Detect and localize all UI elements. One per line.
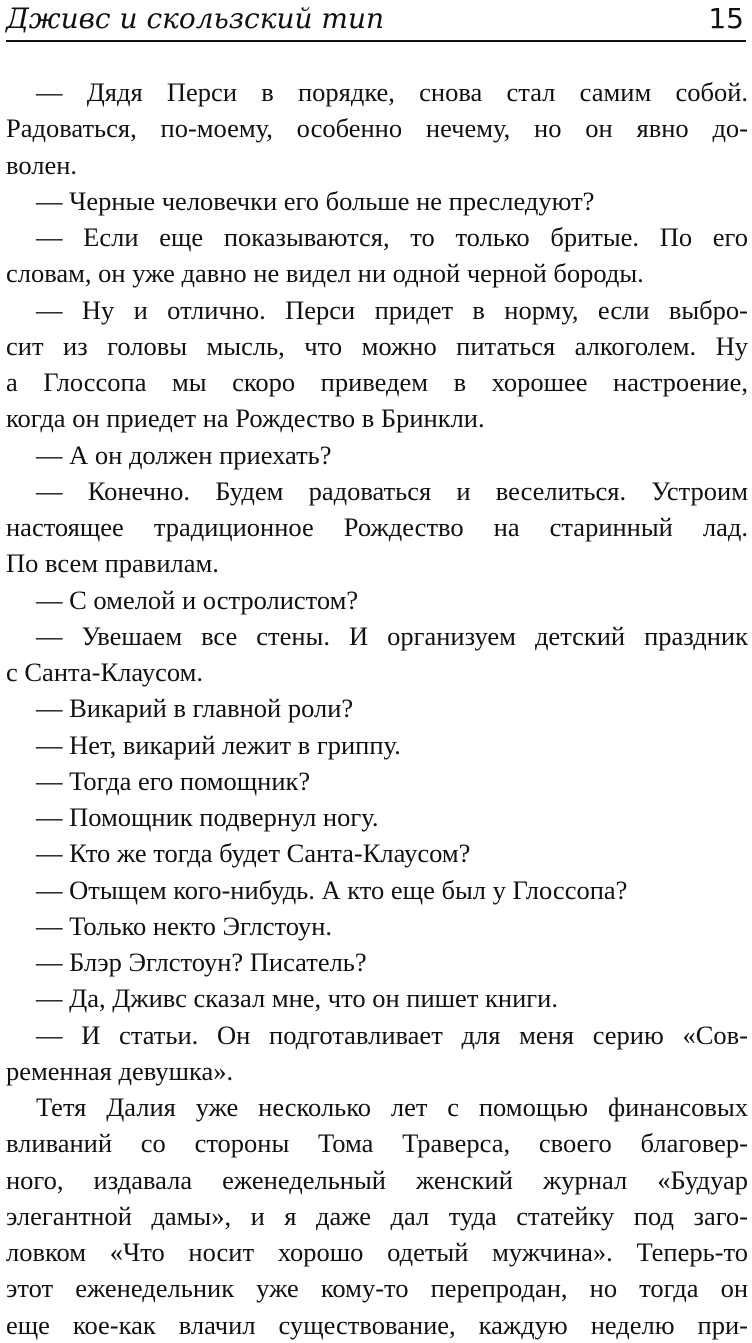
text-line: сит из головы мысль, что можно питаться алкоголем. Ну — [6, 330, 748, 361]
text-line: вливаний со стороны Тома Траверса, своего благовер- — [6, 1128, 748, 1159]
text-line: — Ну и отлично. Перси придет в норму, если выбро- — [36, 294, 748, 325]
body-text — [6, 74, 748, 1343]
page-number: 15 — [708, 2, 744, 35]
text-line: волен. — [6, 149, 78, 180]
text-line: — Викарий в главной роли? — [36, 693, 354, 724]
running-header — [6, 0, 746, 42]
text-line: — Если еще показываются, то только бритые. По его — [36, 222, 748, 252]
text-line: — Конечно. Будем радоваться и веселиться. Устроим — [36, 475, 748, 506]
text-line: — Отыщем кого-нибудь. А кто еще был у Глоссопа? — [36, 874, 628, 905]
text-line: этот еженедельник уже кому-то перепродан, но тогда он — [6, 1273, 748, 1304]
text-line: еще кое-как влачил существование, каждую неделю при- — [6, 1309, 748, 1340]
text-line: с Санта-Клаусом. — [6, 657, 203, 687]
text-line: Тетя Далия уже несколько лет с помощью финансовых — [36, 1092, 748, 1122]
text-line: — Только некто Эглстоун. — [36, 910, 333, 941]
text-line: — И статьи. Он подготавливает для меня серию «Сов- — [36, 1019, 748, 1050]
text-line: ременная девушка». — [6, 1055, 234, 1086]
text-line: — Блэр Эглстоун? Писатель? — [36, 947, 367, 977]
text-line: — Нет, викарий лежит в гриппу. — [36, 729, 401, 760]
text-line: настоящее традиционное Рождество на старинный лад. — [6, 512, 748, 542]
text-line: — Дядя Перси в порядке, снова стал самим собой. — [36, 77, 748, 107]
header-title: Дживс и скользский тип — [6, 2, 385, 35]
text-line: — Увешаем все стены. И организуем детский праздник — [36, 620, 748, 651]
text-line: По всем правилам. — [6, 548, 219, 579]
text-line: ловком «Что носит хорошо одетый мужчина». Теперь-то — [6, 1237, 748, 1267]
text-line: — Кто же тогда будет Санта-Клаусом? — [36, 838, 471, 869]
text-line: ного, издавала еженедельный женский журнал «Будуар — [6, 1164, 748, 1195]
text-line: — Черные человечки его больше не преследуют? — [36, 185, 595, 216]
text-line: — Да, Дживс сказал мне, что он пишет книги. — [36, 983, 558, 1014]
text-line: словам, он уже давно не видел ни одной черной бороды. — [6, 258, 644, 289]
text-line: элегантной дамы», и я даже дал туда статейку под заго- — [6, 1200, 748, 1231]
text-line: а Глоссопа мы скоро приведем в хорошее настроение, — [6, 367, 748, 397]
text-line: — Тогда его помощник? — [36, 765, 311, 796]
text-line: — А он должен приехать? — [36, 439, 332, 470]
text-line: — Помощник подвернул ногу. — [36, 802, 379, 832]
text-line: Радоваться, по-моему, особенно нечему, но он явно до- — [6, 113, 748, 144]
text-line: — С омелой и остролистом? — [36, 584, 359, 615]
text-line: когда он приедет на Рождество в Бринкли. — [6, 403, 485, 434]
